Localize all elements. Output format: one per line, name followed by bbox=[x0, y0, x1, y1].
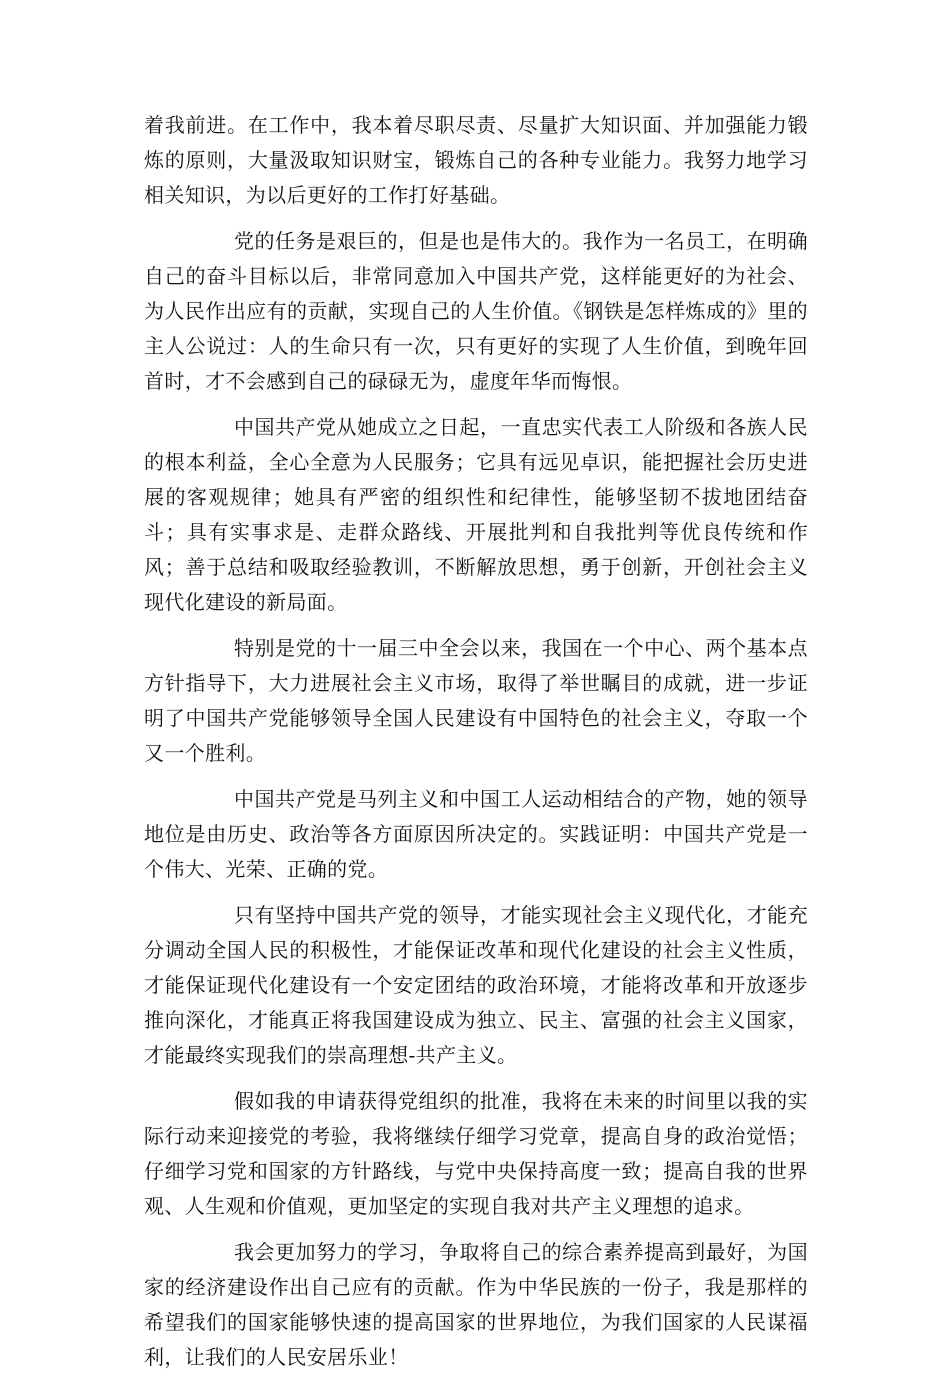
document-body bbox=[144, 108, 808, 1386]
paragraph-7: 假如我的申请获得党组织的批准，我将在未来的时间里以我的实际行动来迎接党的考验，我将继续仔细学习党章，提高自身的政治觉悟；仔细学习党和国家的方针路线，与党中央保持高度一致；提高自我的世界观、人生观和价值观，更加坚定的实现自我对共产主义理想的追求。 bbox=[144, 1089, 808, 1218]
paragraph-2: 党的任务是艰巨的，但是也是伟大的。我作为一名员工，在明确自己的奋斗目标以后，非常同意加入中国共产党，这样能更好的为社会、为人民作出应有的贡献，实现自己的人生价值。《钢铁是怎样炼成的》里的主人公说过：人的生命只有一次，只有更好的实现了人生价值，到晚年回首时，才不会感到自己的碌碌无为，虚度年华而悔恨。 bbox=[144, 229, 808, 393]
paragraph-8: 我会更加努力的学习，争取将自己的综合素养提高到最好，为国家的经济建设作出自己应有的贡献。作为中华民族的一份子，我是那样的希望我们的国家能够快速的提高国家的世界地位，为我们国家的人民谋福利，让我们的人民安居乐业！ bbox=[144, 1240, 808, 1369]
paragraph-6: 只有坚持中国共产党的领导，才能实现社会主义现代化，才能充分调动全国人民的积极性，才能保证改革和现代化建设的社会主义性质，才能保证现代化建设有一个安定团结的政治环境，才能将改革和开放逐步推向深化，才能真正将我国建设成为独立、民主、富强的社会主义国家，才能最终实现我们的崇高理想-共产主义。 bbox=[144, 903, 808, 1067]
paragraph-1: 着我前进。在工作中，我本着尽职尽责、尽量扩大知识面、并加强能力锻炼的原则，大量汲取知识财宝，锻炼自己的各种专业能力。我努力地学习相关知识，为以后更好的工作打好基础。 bbox=[144, 113, 808, 207]
paragraph-4: 特别是党的十一届三中全会以来，我国在一个中心、两个基本点方针指导下，大力进展社会主义市场，取得了举世瞩目的成就，进一步证明了中国共产党能够领导全国人民建设有中国特色的社会主义，夺取一个又一个胜利。 bbox=[144, 636, 808, 765]
paragraph-5: 中国共产党是马列主义和中国工人运动相结合的产物，她的领导地位是由历史、政治等各方面原因所决定的。实践证明：中国共产党是一个伟大、光荣、正确的党。 bbox=[144, 787, 808, 881]
paragraph-3: 中国共产党从她成立之日起，一直忠实代表工人阶级和各族人民的根本利益，全心全意为人民服务；它具有远见卓识，能把握社会历史进展的客观规律；她具有严密的组织性和纪律性，能够坚韧不拔地团结奋斗；具有实事求是、走群众路线、开展批判和自我批判等优良传统和作风；善于总结和吸取经验教训，不断解放思想，勇于创新，开创社会主义现代化建设的新局面。 bbox=[144, 415, 808, 614]
